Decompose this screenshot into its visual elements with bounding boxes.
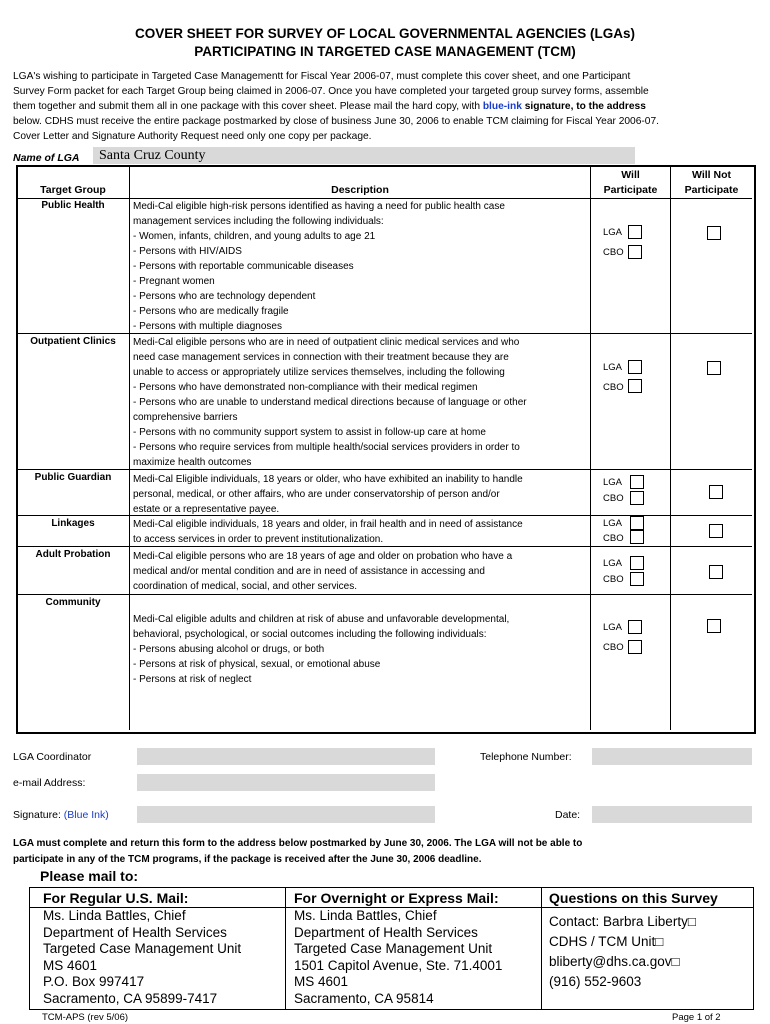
lga-label: LGA <box>603 558 623 569</box>
desc-line: - Persons with reportable communicable diseases <box>133 261 354 272</box>
desc-line: - Persons with multiple diagnoses <box>133 321 282 332</box>
lga-coordinator-field[interactable] <box>137 748 435 765</box>
intro-line: LGA's wishing to participate in Targeted Case Managementt for Fiscal Year 2006-07, must complete this cover sheet, and one Participant <box>13 71 631 82</box>
cbo-checkbox-adult-probation[interactable] <box>630 572 644 586</box>
telephone-field[interactable] <box>592 748 752 765</box>
target-group-adult-probation: Adult Probation <box>35 549 111 560</box>
header-will-not: Will Not <box>692 169 731 181</box>
desc-line: Medi-Cal eligible persons who are 18 years of age and older on probation who have a <box>133 551 513 562</box>
date-label: Date: <box>555 809 581 821</box>
address-line: 1501 Capitol Avenue, Ste. 71.4001 <box>294 957 503 973</box>
cbo-checkbox-outpatient-clinics[interactable] <box>628 379 642 393</box>
lga-label: LGA <box>603 477 623 488</box>
intro-line: Survey Form packet for each Target Group being claimed in 2006-07. Once you have completed your targeted group survey forms, assemble <box>13 86 649 97</box>
table-divider <box>590 167 591 730</box>
deadline-warning <box>13 836 758 868</box>
desc-line: - Women, infants, children, and young adults to age 21 <box>133 231 376 242</box>
description-outpatient-clinics <box>133 335 588 470</box>
intro-line <box>13 99 753 114</box>
contact-phone: (916) 552-9603 <box>549 974 642 989</box>
cbo-label: CBO <box>603 574 624 585</box>
description-public-health <box>133 199 588 334</box>
desc-line: personal, medical, or other affairs, who are under conservatorship of person and/or <box>133 489 500 500</box>
desc-line: - Persons with HIV/AIDS <box>133 246 242 257</box>
target-group-public-health: Public Health <box>41 200 105 211</box>
address-line: Targeted Case Management Unit <box>43 941 242 956</box>
desc-line: - Persons with no community support system to assist in follow-up care at home <box>133 427 486 438</box>
cbo-label: CBO <box>603 382 624 393</box>
lga-label: LGA <box>603 362 623 373</box>
cbo-checkbox-public-guardian[interactable] <box>630 491 644 505</box>
desc-line: Medi-Cal eligible adults and children at risk of abuse and unfavorable developmental, <box>133 614 510 625</box>
desc-line: maximize health outcomes <box>133 457 252 468</box>
lga-name-field[interactable]: Santa Cruz County <box>93 147 635 164</box>
desc-line: behavioral, psychological, or social outcomes including the following individuals: <box>133 629 487 640</box>
address-line: Sacramento, CA 95814 <box>294 990 434 1006</box>
contact-email: bliberty@dhs.ca.gov□ <box>549 954 680 969</box>
desc-line: - Persons who are technology dependent <box>133 291 316 302</box>
row-line <box>17 594 752 595</box>
signature-field[interactable] <box>137 806 435 823</box>
desc-line: need case management services in connection with their treatment because they are <box>133 352 509 363</box>
email-label: e-mail Address: <box>13 777 86 789</box>
cbo-label: CBO <box>603 533 624 544</box>
will-not-checkbox-linkages[interactable] <box>709 524 723 538</box>
signature-text: Signature: <box>13 809 64 821</box>
desc-line: - Persons who are medically fragile <box>133 306 289 317</box>
desc-line: coordination of medical, social, and other services. <box>133 581 358 592</box>
desc-line: to access services in order to prevent institutionalization. <box>133 534 384 545</box>
mail-address-table <box>29 887 754 1010</box>
description-linkages <box>133 517 588 547</box>
desc-line: Medi-Cal eligible individuals, 18 years and older, in frail health and in need of assistance <box>133 519 523 530</box>
desc-line: Medi-Cal eligible persons who are in need of outpatient clinic medical services and who <box>133 337 520 348</box>
description-adult-probation <box>133 549 588 594</box>
lga-checkbox-linkages[interactable] <box>630 516 644 530</box>
header-target-group: Target Group <box>40 184 106 196</box>
intro-line: below. CDHS must receive the entire package postmarked by close of business June 30, 2006 to enable TCM claiming for Fiscal Year 2006-07. <box>13 116 659 127</box>
desc-line: - Persons at risk of neglect <box>133 674 252 685</box>
desc-line: - Persons who require services from multiple health/social services providers in order to <box>133 442 520 453</box>
intro-text: them together and submit them all in one package with this cover sheet. Please mail the hard copy, with <box>13 101 483 112</box>
cbo-label: CBO <box>603 493 624 504</box>
lga-checkbox-adult-probation[interactable] <box>630 556 644 570</box>
contact-line: Contact: Barbra Liberty□ <box>549 914 696 929</box>
lga-label: LGA <box>603 622 623 633</box>
intro-text: signature, to the address <box>521 101 646 112</box>
desc-line: unable to access or appropriately utilize services themselves, including the following <box>133 367 505 378</box>
will-not-checkbox-public-health[interactable] <box>707 226 721 240</box>
form-title-line2: PARTICIPATING IN TARGETED CASE MANAGEMENT (TCM) <box>194 44 576 59</box>
table-divider <box>129 167 130 730</box>
target-group-outpatient-clinics: Outpatient Clinics <box>30 336 116 347</box>
address-line: Sacramento, CA 95899-7417 <box>43 990 218 1006</box>
will-not-checkbox-adult-probation[interactable] <box>709 565 723 579</box>
intro-paragraph <box>13 69 753 144</box>
cbo-label: CBO <box>603 247 624 258</box>
cbo-label: CBO <box>603 642 624 653</box>
address-line: Ms. Linda Battles, Chief <box>43 908 186 923</box>
address-line: MS 4601 <box>43 957 98 973</box>
email-field[interactable] <box>137 774 435 791</box>
desc-line: - Pregnant women <box>133 276 215 287</box>
address-line: Targeted Case Management Unit <box>294 941 493 956</box>
intro-line: Cover Letter and Signature Authority Request need only one copy per package. <box>13 131 372 142</box>
form-revision: TCM-APS (rev 5/06) <box>42 1012 129 1023</box>
address-line: Department of Health Services <box>294 924 478 940</box>
header-will: Will <box>621 169 640 181</box>
address-line: Department of Health Services <box>43 924 227 940</box>
table-divider <box>670 167 671 730</box>
lga-checkbox-public-health[interactable] <box>628 225 642 239</box>
will-not-checkbox-public-guardian[interactable] <box>709 485 723 499</box>
lga-checkbox-community[interactable] <box>628 620 642 634</box>
contact-line: CDHS / TCM Unit□ <box>549 934 664 949</box>
warning-line: participate in any of the TCM programs, if the package is received after the June 30, 2006 deadline. <box>13 854 482 865</box>
desc-line: - Persons who are unable to understand medical directions because of language or other <box>133 397 527 408</box>
telephone-label: Telephone Number: <box>480 751 572 763</box>
mail-header-line <box>30 907 753 908</box>
lga-coordinator-label: LGA Coordinator <box>13 751 92 763</box>
overnight-mail-heading: For Overnight or Express Mail: <box>294 890 499 906</box>
warning-line: LGA must complete and return this form to the address below postmarked by June 30, 2006. The LGA will not be able to <box>13 838 583 849</box>
cbo-checkbox-linkages[interactable] <box>630 530 644 544</box>
blue-ink-text: blue-ink <box>482 101 522 112</box>
questions-heading: Questions on this Survey <box>549 890 718 906</box>
target-group-community: Community <box>45 597 101 608</box>
page-number: Page 1 of 2 <box>672 1012 721 1023</box>
description-public-guardian <box>133 472 588 517</box>
desc-line: Medi-Cal eligible high-risk persons identified as having a need for public health case <box>133 201 505 212</box>
lga-checkbox-public-guardian[interactable] <box>630 475 644 489</box>
desc-line: comprehensive barriers <box>133 412 238 423</box>
address-line: Ms. Linda Battles, Chief <box>294 908 437 923</box>
description-community <box>133 612 588 687</box>
lga-checkbox-outpatient-clinics[interactable] <box>628 360 642 374</box>
regular-mail-heading: For Regular U.S. Mail: <box>43 890 189 906</box>
desc-line: estate or a representative payee. <box>133 504 280 515</box>
header-description: Description <box>331 184 389 196</box>
target-group-public-guardian: Public Guardian <box>34 472 112 483</box>
desc-line: Medi-Cal Eligible individuals, 18 years or older, who have exhibited an inability to handle <box>133 474 523 485</box>
lga-label: LGA <box>603 518 623 529</box>
address-line: MS 4601 <box>294 974 349 989</box>
will-not-checkbox-outpatient-clinics[interactable] <box>707 361 721 375</box>
lga-label: LGA <box>603 227 623 238</box>
address-line: P.O. Box 997417 <box>43 974 145 989</box>
will-not-checkbox-community[interactable] <box>707 619 721 633</box>
desc-line: - Persons who have demonstrated non-compliance with their medical regimen <box>133 382 478 393</box>
signature-label <box>13 809 109 821</box>
header-participate: Participate <box>603 184 658 196</box>
blue-ink-note: (Blue Ink) <box>63 809 109 821</box>
desc-line: management services including the following individuals: <box>133 216 384 227</box>
target-group-linkages: Linkages <box>51 518 95 529</box>
desc-line: - Persons abusing alcohol or drugs, or both <box>133 644 325 655</box>
form-title-line1: COVER SHEET FOR SURVEY OF LOCAL GOVERNMENTAL AGENCIES (LGAs) <box>134 26 636 41</box>
cbo-checkbox-public-health[interactable] <box>628 245 642 259</box>
cbo-checkbox-community[interactable] <box>628 640 642 654</box>
desc-line: - Persons at risk of physical, sexual, or emotional abuse <box>133 659 381 670</box>
desc-line: medical and/or mental condition and are in need of assistance in accessing and <box>133 566 485 577</box>
header-not-participate: Participate <box>684 184 739 196</box>
lga-name-label: Name of LGA <box>13 152 80 164</box>
date-field[interactable] <box>592 806 752 823</box>
mail-heading: Please mail to: <box>40 868 139 884</box>
